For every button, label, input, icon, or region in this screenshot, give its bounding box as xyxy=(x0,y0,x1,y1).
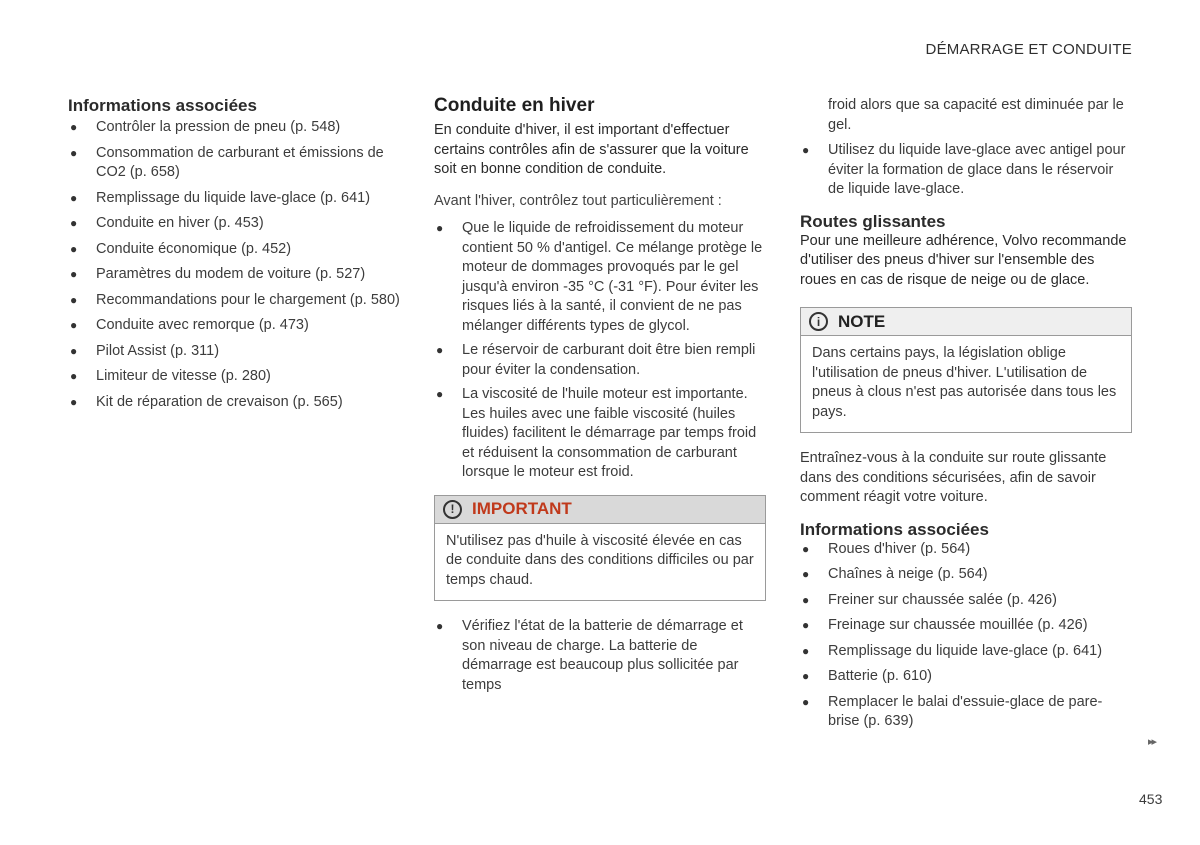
bullet-icon: ● xyxy=(70,343,78,358)
link-text: Remplissage du liquide lave-glace (p. 641) xyxy=(96,189,371,206)
related-link[interactable] xyxy=(68,367,408,387)
related-link[interactable] xyxy=(800,565,1132,585)
related-link[interactable] xyxy=(68,240,408,260)
section-title: Conduite en hiver xyxy=(434,95,595,116)
bullet-icon: ● xyxy=(802,618,810,632)
bullet-icon: ● xyxy=(70,190,78,205)
link-text: Kit de réparation de crevaison (p. 565) xyxy=(96,393,343,410)
checklist-continued xyxy=(434,617,766,695)
important-label: IMPORTANT xyxy=(472,499,572,518)
related-link[interactable] xyxy=(800,693,1132,732)
bullet-icon: ● xyxy=(802,592,810,607)
info-icon: i xyxy=(809,312,828,331)
slippery-roads-text: Pour une meilleure adhérence, Volvo recommande d'utiliser des pneus d'hiver sur l'ensemble des roues en cas de risque de neige ou de glace. xyxy=(800,232,1127,288)
column-slippery-roads xyxy=(800,96,1132,738)
bullet-icon: ● xyxy=(436,221,444,235)
intro-text: Avant l'hiver, contrôlez tout particulièrement : xyxy=(434,192,722,209)
bullet-icon: ● xyxy=(70,369,78,383)
link-text: Batterie (p. 610) xyxy=(828,668,932,684)
bullet-icon: ● xyxy=(436,619,444,633)
section-lead: En conduite d'hiver, il est important d'effectuer certains contrôles afin de s'assurer que la voiture soit en bonne condition de conduite. xyxy=(434,122,749,177)
link-text: Remplacer le balai d'essuie-glace de pare-brise (p. 639) xyxy=(828,693,1103,729)
column-related-info xyxy=(68,92,408,418)
list-item-text: La viscosité de l'huile moteur est importante. Les huiles avec une faible viscosité (huiles fluides) facilitent le démarrage par temps froid et réduisent la consommation de carburant lorsque le moteur est froid. xyxy=(462,386,757,480)
bullet-icon: ● xyxy=(436,343,444,357)
slippery-roads-heading: Routes glissantes xyxy=(800,211,946,231)
related-link[interactable] xyxy=(68,144,408,183)
list-item xyxy=(434,617,766,695)
important-box xyxy=(434,495,766,602)
related-links-list xyxy=(800,540,1132,732)
related-info-heading: Informations associées xyxy=(68,96,257,115)
related-link[interactable] xyxy=(68,189,408,209)
related-link[interactable] xyxy=(68,342,408,362)
bullet-icon: ● xyxy=(70,145,78,160)
important-header xyxy=(435,496,765,524)
link-text: Contrôler la pression de pneu (p. 548) xyxy=(96,119,341,135)
running-header: DÉMARRAGE ET CONDUITE xyxy=(925,41,1132,58)
bullet-icon: ● xyxy=(436,387,444,401)
related-link[interactable] xyxy=(800,642,1132,662)
bullet-icon: ● xyxy=(70,394,78,409)
note-label: NOTE xyxy=(838,311,886,331)
list-item-text: Utilisez du liquide lave-glace avec antigel pour éviter la formation de glace dans le réservoir de liquide lave-glace. xyxy=(828,142,1126,197)
bullet-icon: ● xyxy=(70,241,78,256)
link-text: Remplissage du liquide lave-glace (p. 641) xyxy=(828,642,1103,659)
bullet-icon: ● xyxy=(802,694,810,709)
related-link[interactable] xyxy=(68,291,408,311)
bullet-icon: ● xyxy=(802,541,810,556)
list-item xyxy=(434,219,766,336)
continue-arrows-icon: ▸▸ xyxy=(1148,736,1156,748)
list-item-text: Le réservoir de carburant doit être bien rempli pour éviter la condensation. xyxy=(462,342,756,378)
list-item xyxy=(800,141,1132,200)
bullet-icon: ● xyxy=(70,292,78,307)
important-text: N'utilisez pas d'huile à viscosité élevée en cas de conduite dans des conditions difficiles ou par temps chaud. xyxy=(446,532,754,588)
link-text: Recommandations pour le chargement (p. 580) xyxy=(96,291,400,308)
related-links-list xyxy=(68,118,408,412)
bullet-icon: ● xyxy=(70,120,78,134)
related-link[interactable] xyxy=(68,265,408,285)
link-text: Freiner sur chaussée salée (p. 426) xyxy=(828,591,1057,608)
warning-icon: ! xyxy=(443,500,462,519)
related-link[interactable] xyxy=(800,540,1132,560)
related-link[interactable] xyxy=(800,591,1132,611)
link-text: Roues d'hiver (p. 564) xyxy=(828,540,971,557)
checklist-end xyxy=(800,141,1132,200)
link-text: Consommation de carburant et émissions de CO2 (p. 658) xyxy=(96,144,384,180)
bullet-icon: ● xyxy=(802,643,810,658)
related-link[interactable] xyxy=(800,616,1132,636)
note-header xyxy=(801,308,1131,336)
list-item-text: Vérifiez l'état de la batterie de démarrage et son niveau de charge. La batterie de démarrage est beaucoup plus sollicitée par temps xyxy=(462,618,743,693)
note-box xyxy=(800,307,1132,433)
bullet-icon: ● xyxy=(70,267,78,281)
related-info-heading: Informations associées xyxy=(800,519,989,539)
related-link[interactable] xyxy=(800,667,1132,687)
note-text: Dans certains pays, la législation oblige l'utilisation de pneus d'hiver. L'utilisation de pneus à clous n'est pas autorisée dans tous les pays. xyxy=(812,345,1117,420)
related-link[interactable] xyxy=(68,316,408,336)
link-text: Conduite avec remorque (p. 473) xyxy=(96,317,309,333)
page-number: 453 xyxy=(1139,791,1163,807)
link-text: Conduite en hiver (p. 453) xyxy=(96,215,264,231)
checklist xyxy=(434,219,766,483)
bullet-icon: ● xyxy=(802,143,810,157)
list-item xyxy=(434,385,766,483)
bullet-icon: ● xyxy=(70,216,78,230)
column-winter-driving xyxy=(434,92,766,700)
continued-item-text: froid alors que sa capacité est diminuée par le gel. xyxy=(828,97,1124,133)
list-item-text: Que le liquide de refroidissement du moteur contient 50 % d'antigel. Ce mélange protège le moteur de dommages provoqués par le gel jusqu'à environ -35 °C (-31 °F). Pour éviter les risques liés à la santé, il convient de ne pas mélanger différents types de glycol. xyxy=(462,220,763,334)
link-text: Freinage sur chaussée mouillée (p. 426) xyxy=(828,617,1088,633)
list-item xyxy=(434,341,766,380)
related-link[interactable] xyxy=(68,214,408,234)
bullet-icon: ● xyxy=(70,318,78,332)
link-text: Chaînes à neige (p. 564) xyxy=(828,566,988,582)
related-link[interactable] xyxy=(68,393,408,413)
bullet-icon: ● xyxy=(802,567,810,581)
link-text: Pilot Assist (p. 311) xyxy=(96,342,220,359)
related-link[interactable] xyxy=(68,118,408,138)
bullet-icon: ● xyxy=(802,669,810,683)
practice-text: Entraînez-vous à la conduite sur route glissante dans des conditions sécurisées, afin de savoir comment réagit votre voiture. xyxy=(800,450,1107,505)
link-text: Limiteur de vitesse (p. 280) xyxy=(96,368,271,384)
link-text: Conduite économique (p. 452) xyxy=(96,240,292,257)
link-text: Paramètres du modem de voiture (p. 527) xyxy=(96,266,366,282)
